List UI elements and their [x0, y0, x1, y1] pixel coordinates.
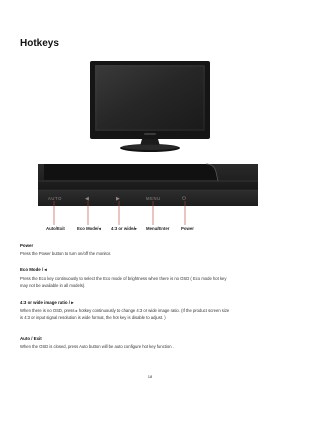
bezel-right-arrow-icon[interactable]: ▶ — [116, 196, 120, 202]
section-eco-mode — [20, 267, 282, 290]
page-number: 18 — [147, 374, 153, 379]
page-title: Hotkeys — [20, 38, 59, 49]
section-title: 4:3 or wide image ratio / ▸ — [20, 300, 74, 305]
section-power — [20, 243, 282, 257]
monitor-front — [90, 61, 210, 152]
label-eco-mode: Eco Mode/◂ — [77, 226, 101, 231]
section-text: Press the Eco key continuously to select the Eco mode of brightness when there is no OSD ( Eco mode hot key — [20, 276, 227, 281]
section-text: may not be available in all models). — [20, 283, 86, 289]
section-text: When the OSD is closed, press Auto button will be auto configure hot key function . — [20, 344, 174, 349]
bezel-auto-button[interactable]: AUTO — [48, 196, 62, 201]
bezel-left-arrow-icon[interactable]: ◀ — [85, 196, 89, 202]
section-title: Auto / Exit — [20, 336, 42, 341]
label-power: Power — [181, 226, 194, 231]
section-text: is 4:3 or input signal resolution is wide format, the hot key is disable to adjust. ) — [20, 315, 166, 321]
section-text: When there is no OSD, press ▸ hotkey continuously to change 4:3 or wide image ratio. (If the product screen size — [20, 308, 230, 313]
section-auto-exit — [20, 336, 282, 350]
section-wide-ratio — [20, 300, 282, 322]
bezel-power-icon[interactable]: ⏻ — [182, 196, 186, 202]
label-menu-enter: Menu/Enter — [146, 226, 170, 231]
section-title: Eco Mode / ◂ — [20, 267, 47, 272]
section-title: Power — [20, 243, 34, 248]
bezel-menu-button[interactable]: MENU — [146, 196, 161, 201]
section-text: Press the Power button to turn on/off the monitor. — [20, 251, 112, 256]
label-wide-ratio: 4:3 or wide/▸ — [111, 226, 137, 231]
label-auto-exit: Auto/Exit — [46, 226, 65, 231]
